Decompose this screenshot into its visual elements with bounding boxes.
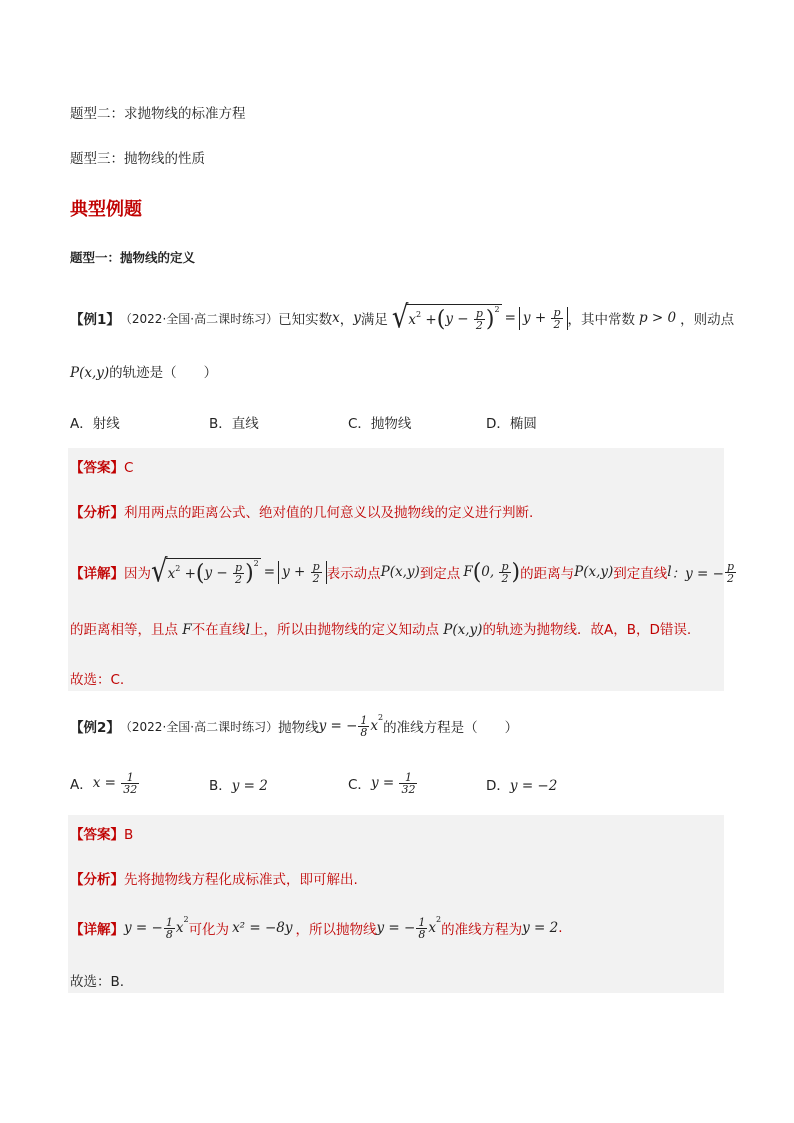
ex1-text-track: 的轨迹是（ ） (109, 365, 218, 381)
ex1-detail-equation: $√x^2 +(y$ − $\frac{p}{2}$ )$^2$ = y + $\frac{p}{2}$ (151, 558, 327, 586)
ex2-analysis: 【分析】先将抛物线方程化成标准式，即可解出. (70, 872, 358, 888)
ex1-var-x: x (332, 310, 340, 326)
ex2-option-b: B．y = 2 (209, 778, 268, 794)
ex1-option-c: C．抛物线 (348, 416, 412, 432)
ex2-label: 【例2】 (70, 720, 120, 736)
ex1-option-d: D．椭圆 (486, 416, 537, 432)
ex1-label: 【例1】 (70, 312, 120, 328)
ex1-choose: 故选：C. (70, 672, 125, 688)
ex1-text-satisfy: 满足 (360, 312, 388, 328)
ex1-option-a: A．射线 (70, 416, 120, 432)
ex1-var-y: y (353, 310, 361, 326)
ex1-analysis: 【分析】利用两点的距离公式、绝对值的几何意义以及抛物线的定义进行判断. (70, 505, 534, 521)
typical-examples-heading: 典型例题 (70, 199, 142, 220)
ex2-detail: 【详解】 y = − $\frac{1}{8}$ $x^2$ 可化为 x² = −8y ，所以抛物线 y = − $\frac{1}{8}$ $x^2$ 的准线方程为 y = 2 . (70, 914, 563, 941)
ex1-text-then: ，则动点 (680, 312, 735, 328)
ex1-question-line1 (70, 298, 734, 338)
section-type1-title: 题型一：抛物线的定义 (70, 250, 196, 265)
ex1-comma: ， (339, 312, 354, 328)
ex1-question-line2 (70, 361, 217, 381)
ex2-answer: 【答案】B (70, 827, 134, 843)
ex1-point: P(x,y) (70, 365, 110, 381)
ex2-solution-box (68, 815, 724, 993)
ex1-answer: 【答案】C (70, 460, 134, 476)
ex1-text-const: ，其中常数 (567, 312, 635, 328)
ex2-option-a: A． x = $\frac{1}{32}$ (70, 770, 138, 796)
section-type2: 题型二：求抛物线的标准方程 (70, 106, 246, 122)
ex2-choose: 故选：B. (70, 974, 125, 990)
ex1-detail-line2: 的距离相等，且点 F不在直线l上，所以由抛物线的定义知动点 P(x,y)的轨迹为抛物线．故A，B，D错误. (70, 622, 692, 638)
ex2-option-d: D．y = −2 (486, 778, 558, 794)
ex2-source: （2022·全国·高二课时练习） (119, 719, 279, 734)
ex2-question: 【例2】 （2022·全国·高二课时练习） 抛物线 y = − $\frac{1}{8}$ $x^2$ 的准线方程是（ ） (70, 712, 519, 739)
ex2-equation: y = − $\frac{1}{8}$ $x^2$ (318, 712, 384, 739)
ex2-option-c: C． y = $\frac{1}{32}$ (348, 770, 416, 796)
ex1-equation: $√x^2 +(y$ − $\frac{p}{2}$ )$^2$ = y + $\frac{p}{2}$ (392, 304, 568, 332)
ex1-detail-line1: 【详解】 因为 $√x^2 +(y$ − $\frac{p}{2}$ )$^2$ = y + $\frac{p}{2}$ 表示动点 P(x,y) 到定点 F (0, $\frac{p}{2}$ ) 的距离与 P(x,y) 到定直线 l ：y = − $\frac{p}{2}$ (70, 554, 734, 590)
section-type3: 题型三：抛物线的性质 (70, 151, 205, 167)
ex1-text-before: 已知实数 (278, 312, 333, 328)
ex1-condition: p > 0 (639, 310, 677, 326)
ex1-option-b: B．直线 (209, 416, 259, 432)
ex1-source: （2022·全国·高二课时练习） (119, 311, 279, 326)
